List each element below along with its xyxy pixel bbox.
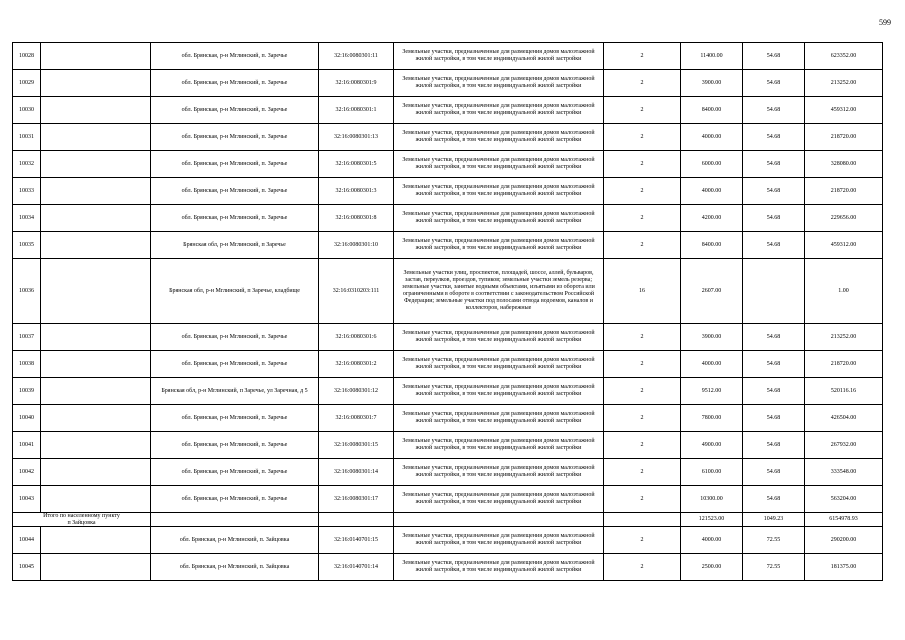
cadastral-value-cell: 229656.00 (805, 205, 883, 232)
total-cadastral-value-cell: 6154978.93 (805, 513, 883, 527)
record-id-cell: 10037 (13, 324, 41, 351)
address-cell: обл. Брянская, р-н Мглинский, п. Заречье (151, 405, 319, 432)
land-use-cell: Земельные участки, предназначенные для размещения домов малоэтажной жилой застройки, в том числе индивидуальной жилой застройки (394, 43, 604, 70)
area-cell: 8400.00 (681, 97, 743, 124)
cadastral-number-cell: 32:16:0080301:2 (319, 351, 394, 378)
land-use-cell: Земельные участки, предназначенные для размещения домов малоэтажной жилой застройки, в том числе индивидуальной жилой застройки (394, 432, 604, 459)
cadastral-number-cell: 32:16:0080301:9 (319, 70, 394, 97)
land-use-cell: Земельные участки, предназначенные для размещения домов малоэтажной жилой застройки, в том числе индивидуальной жилой застройки (394, 486, 604, 513)
record-id-cell: 10045 (13, 554, 41, 581)
cadastral-value-cell: 623352.00 (805, 43, 883, 70)
cadastral-value-cell: 459312.00 (805, 97, 883, 124)
table-row (13, 232, 883, 259)
record-id-cell: 10035 (13, 232, 41, 259)
specific-value-cell: 54.68 (743, 124, 805, 151)
area-cell: 4000.00 (681, 124, 743, 151)
use-group-cell: 2 (604, 97, 681, 124)
cadastral-number-cell: 32:16:0080301:10 (319, 232, 394, 259)
cadastral-value-cell: 213252.00 (805, 70, 883, 97)
record-id-cell: 10030 (13, 97, 41, 124)
area-cell: 4000.00 (681, 527, 743, 554)
address-cell: обл. Брянская, р-н Мглинский, п. Заречье (151, 151, 319, 178)
empty-cell (41, 378, 151, 405)
empty-cell (151, 513, 319, 527)
land-use-cell: Земельные участки, предназначенные для размещения домов малоэтажной жилой застройки, в том числе индивидуальной жилой застройки (394, 151, 604, 178)
cadastral-number-cell: 32:16:0080301:1 (319, 97, 394, 124)
table-row (13, 324, 883, 351)
use-group-cell: 2 (604, 486, 681, 513)
address-cell: обл. Брянская, р-н Мглинский, п. Заречье (151, 324, 319, 351)
table-row (13, 527, 883, 554)
area-cell: 11400.00 (681, 43, 743, 70)
cadastral-number-cell: 32:16:0080301:11 (319, 43, 394, 70)
cadastral-number-cell: 32:16:0080301:5 (319, 151, 394, 178)
empty-cell (41, 459, 151, 486)
use-group-cell: 2 (604, 124, 681, 151)
address-cell: обл. Брянская, р-н Мглинский, п. Заречье (151, 124, 319, 151)
settlement-total-label (13, 513, 151, 527)
area-cell: 4000.00 (681, 351, 743, 378)
use-group-cell: 2 (604, 351, 681, 378)
cadastral-value-cell: 218720.00 (805, 351, 883, 378)
cadastral-value-cell: 563204.00 (805, 486, 883, 513)
specific-value-cell: 54.68 (743, 232, 805, 259)
address-cell: обл. Брянская, р-н Мглинский, п. Зайцовка (151, 527, 319, 554)
table-row (13, 351, 883, 378)
use-group-cell: 2 (604, 459, 681, 486)
specific-value-cell: 72.55 (743, 527, 805, 554)
empty-cell (41, 151, 151, 178)
use-group-cell: 2 (604, 232, 681, 259)
specific-value-cell: 54.68 (743, 205, 805, 232)
specific-value-cell: 54.68 (743, 70, 805, 97)
total-specific-value-cell: 1049.23 (743, 513, 805, 527)
land-valuation-table (12, 42, 883, 581)
table-row (13, 43, 883, 70)
cadastral-number-cell: 32:16:0080301:17 (319, 486, 394, 513)
use-group-cell: 2 (604, 151, 681, 178)
land-use-cell: Земельные участки, предназначенные для размещения домов малоэтажной жилой застройки, в том числе индивидуальной жилой застройки (394, 459, 604, 486)
cadastral-number-cell: 32:16:0080301:6 (319, 324, 394, 351)
cadastral-value-cell: 218720.00 (805, 178, 883, 205)
cadastral-value-cell: 333548.00 (805, 459, 883, 486)
table-row (13, 124, 883, 151)
empty-cell (41, 527, 151, 554)
record-id-cell: 10031 (13, 124, 41, 151)
specific-value-cell: 54.68 (743, 378, 805, 405)
table-row (13, 70, 883, 97)
table-row (13, 486, 883, 513)
cadastral-value-cell: 520116.16 (805, 378, 883, 405)
empty-cell (41, 259, 151, 324)
cadastral-number-cell: 32:16:0080301:13 (319, 124, 394, 151)
empty-cell (41, 205, 151, 232)
cadastral-value-cell: 459312.00 (805, 232, 883, 259)
settlement-total-row (13, 513, 883, 527)
cadastral-value-cell: 1.00 (805, 259, 883, 324)
empty-cell (394, 513, 604, 527)
cadastral-value-cell: 426504.00 (805, 405, 883, 432)
use-group-cell: 2 (604, 43, 681, 70)
specific-value-cell: 54.68 (743, 324, 805, 351)
specific-value-cell: 54.68 (743, 43, 805, 70)
land-use-cell: Земельные участки, предназначенные для размещения домов малоэтажной жилой застройки, в том числе индивидуальной жилой застройки (394, 232, 604, 259)
land-use-cell: Земельные участки, предназначенные для размещения домов малоэтажной жилой застройки, в том числе индивидуальной жилой застройки (394, 351, 604, 378)
next-settlement-name: п Зайцовка (67, 519, 96, 526)
cadastral-number-cell: 32:16:0080301:7 (319, 405, 394, 432)
specific-value-cell: 54.68 (743, 178, 805, 205)
empty-cell (604, 513, 681, 527)
cadastral-number-cell: 32:16:0140701:15 (319, 527, 394, 554)
record-id-cell: 10029 (13, 70, 41, 97)
area-cell: 4900.00 (681, 432, 743, 459)
table-row (13, 378, 883, 405)
land-use-cell: Земельные участки улиц, проспектов, площадей, шоссе, аллей, бульваров, застав, переулков, проездов, тупиков; земельные участки земель резерва; земельные участки, занятые водными объектами, изъятыми из оборота или ограниченными в обороте в соответствии с законодательством Российской Федерации; земельные участки под полосами отвода водоемов, каналов и коллекторов, набережные (394, 259, 604, 324)
empty-cell (41, 70, 151, 97)
empty-cell (41, 43, 151, 70)
land-use-cell: Земельные участки, предназначенные для размещения домов малоэтажной жилой застройки, в том числе индивидуальной жилой застройки (394, 70, 604, 97)
use-group-cell: 2 (604, 432, 681, 459)
land-use-cell: Земельные участки, предназначенные для размещения домов малоэтажной жилой застройки, в том числе индивидуальной жилой застройки (394, 527, 604, 554)
cadastral-number-cell: 32:16:0140701:14 (319, 554, 394, 581)
land-use-cell: Земельные участки, предназначенные для размещения домов малоэтажной жилой застройки, в том числе индивидуальной жилой застройки (394, 324, 604, 351)
area-cell: 9512.00 (681, 378, 743, 405)
specific-value-cell (743, 259, 805, 324)
area-cell: 4000.00 (681, 178, 743, 205)
record-id-cell: 10039 (13, 378, 41, 405)
cadastral-number-cell: 32:16:0080301:3 (319, 178, 394, 205)
empty-cell (41, 324, 151, 351)
address-cell: обл. Брянская, р-н Мглинский, п. Заречье (151, 432, 319, 459)
record-id-cell: 10038 (13, 351, 41, 378)
land-use-cell: Земельные участки, предназначенные для размещения домов малоэтажной жилой застройки, в том числе индивидуальной жилой застройки (394, 178, 604, 205)
use-group-cell: 2 (604, 324, 681, 351)
record-id-cell: 10028 (13, 43, 41, 70)
address-cell: обл. Брянская, р-н Мглинский, п. Заречье (151, 70, 319, 97)
cadastral-number-cell: 32:16:0310203:111 (319, 259, 394, 324)
address-cell: Брянская обл, р-н Мглинский, п Заречье (151, 232, 319, 259)
table-row (13, 178, 883, 205)
empty-cell (41, 124, 151, 151)
empty-cell (41, 178, 151, 205)
record-id-cell: 10032 (13, 151, 41, 178)
cadastral-number-cell: 32:16:0080301:14 (319, 459, 394, 486)
table-row (13, 405, 883, 432)
cadastral-value-cell: 218720.00 (805, 124, 883, 151)
address-cell: обл. Брянская, р-н Мглинский, п. Заречье (151, 97, 319, 124)
table-row (13, 205, 883, 232)
address-cell: обл. Брянская, р-н Мглинский, п. Заречье (151, 459, 319, 486)
cadastral-number-cell: 32:16:0080301:8 (319, 205, 394, 232)
use-group-cell: 2 (604, 205, 681, 232)
cadastral-value-cell: 290200.00 (805, 527, 883, 554)
record-id-cell: 10036 (13, 259, 41, 324)
table-row (13, 151, 883, 178)
empty-cell (41, 232, 151, 259)
land-use-cell: Земельные участки, предназначенные для размещения домов малоэтажной жилой застройки, в том числе индивидуальной жилой застройки (394, 378, 604, 405)
area-cell: 6100.00 (681, 459, 743, 486)
area-cell: 8400.00 (681, 232, 743, 259)
use-group-cell: 2 (604, 405, 681, 432)
empty-cell (41, 97, 151, 124)
cadastral-value-cell: 213252.00 (805, 324, 883, 351)
land-use-cell: Земельные участки, предназначенные для размещения домов малоэтажной жилой застройки, в том числе индивидуальной жилой застройки (394, 97, 604, 124)
empty-cell (41, 405, 151, 432)
address-cell: обл. Брянская, р-н Мглинский, п. Заречье (151, 43, 319, 70)
address-cell: Брянская обл, р-н Мглинский, п Заречье, кладбище (151, 259, 319, 324)
use-group-cell: 2 (604, 70, 681, 97)
empty-cell (41, 486, 151, 513)
cadastral-number-cell: 32:16:0080301:15 (319, 432, 394, 459)
area-cell: 3900.00 (681, 70, 743, 97)
table-row (13, 554, 883, 581)
specific-value-cell: 72.55 (743, 554, 805, 581)
land-use-cell: Земельные участки, предназначенные для размещения домов малоэтажной жилой застройки, в том числе индивидуальной жилой застройки (394, 554, 604, 581)
land-use-cell: Земельные участки, предназначенные для размещения домов малоэтажной жилой застройки, в том числе индивидуальной жилой застройки (394, 405, 604, 432)
use-group-cell: 2 (604, 378, 681, 405)
area-cell: 6000.00 (681, 151, 743, 178)
cadastral-number-cell: 32:16:0080301:12 (319, 378, 394, 405)
area-cell: 7800.00 (681, 405, 743, 432)
table-row (13, 459, 883, 486)
address-cell: обл. Брянская, р-н Мглинский, п. Зайцовка (151, 554, 319, 581)
area-cell: 2500.00 (681, 554, 743, 581)
use-group-cell: 2 (604, 178, 681, 205)
cadastral-value-cell: 181375.00 (805, 554, 883, 581)
record-id-cell: 10040 (13, 405, 41, 432)
total-area-cell: 121523.00 (681, 513, 743, 527)
table-body (13, 43, 883, 581)
record-id-cell: 10044 (13, 527, 41, 554)
address-cell: обл. Брянская, р-н Мглинский, п. Заречье (151, 486, 319, 513)
specific-value-cell: 54.68 (743, 97, 805, 124)
use-group-cell: 2 (604, 554, 681, 581)
empty-cell (319, 513, 394, 527)
specific-value-cell: 54.68 (743, 486, 805, 513)
total-label: Итого по населенному пункту (43, 513, 120, 519)
empty-cell (41, 351, 151, 378)
specific-value-cell: 54.68 (743, 405, 805, 432)
use-group-cell: 16 (604, 259, 681, 324)
table-row (13, 432, 883, 459)
use-group-cell: 2 (604, 527, 681, 554)
area-cell: 3900.00 (681, 324, 743, 351)
address-cell: Брянская обл, р-н Мглинский, п Заречье, ул Заречная, д 5 (151, 378, 319, 405)
table-row (13, 259, 883, 324)
address-cell: обл. Брянская, р-н Мглинский, п. Заречье (151, 178, 319, 205)
specific-value-cell: 54.68 (743, 351, 805, 378)
cadastral-value-cell: 328080.00 (805, 151, 883, 178)
specific-value-cell: 54.68 (743, 151, 805, 178)
land-use-cell: Земельные участки, предназначенные для размещения домов малоэтажной жилой застройки, в том числе индивидуальной жилой застройки (394, 205, 604, 232)
area-cell: 2607.00 (681, 259, 743, 324)
area-cell: 4200.00 (681, 205, 743, 232)
record-id-cell: 10043 (13, 486, 41, 513)
land-use-cell: Земельные участки, предназначенные для размещения домов малоэтажной жилой застройки, в том числе индивидуальной жилой застройки (394, 124, 604, 151)
address-cell: обл. Брянская, р-н Мглинский, п. Заречье (151, 351, 319, 378)
record-id-cell: 10033 (13, 178, 41, 205)
page-number: 599 (879, 18, 891, 27)
record-id-cell: 10041 (13, 432, 41, 459)
record-id-cell: 10042 (13, 459, 41, 486)
empty-cell (41, 554, 151, 581)
area-cell: 10300.00 (681, 486, 743, 513)
specific-value-cell: 54.68 (743, 432, 805, 459)
empty-cell (41, 432, 151, 459)
table-row (13, 97, 883, 124)
record-id-cell: 10034 (13, 205, 41, 232)
address-cell: обл. Брянская, р-н Мглинский, п. Заречье (151, 205, 319, 232)
specific-value-cell: 54.68 (743, 459, 805, 486)
cadastral-value-cell: 267932.00 (805, 432, 883, 459)
